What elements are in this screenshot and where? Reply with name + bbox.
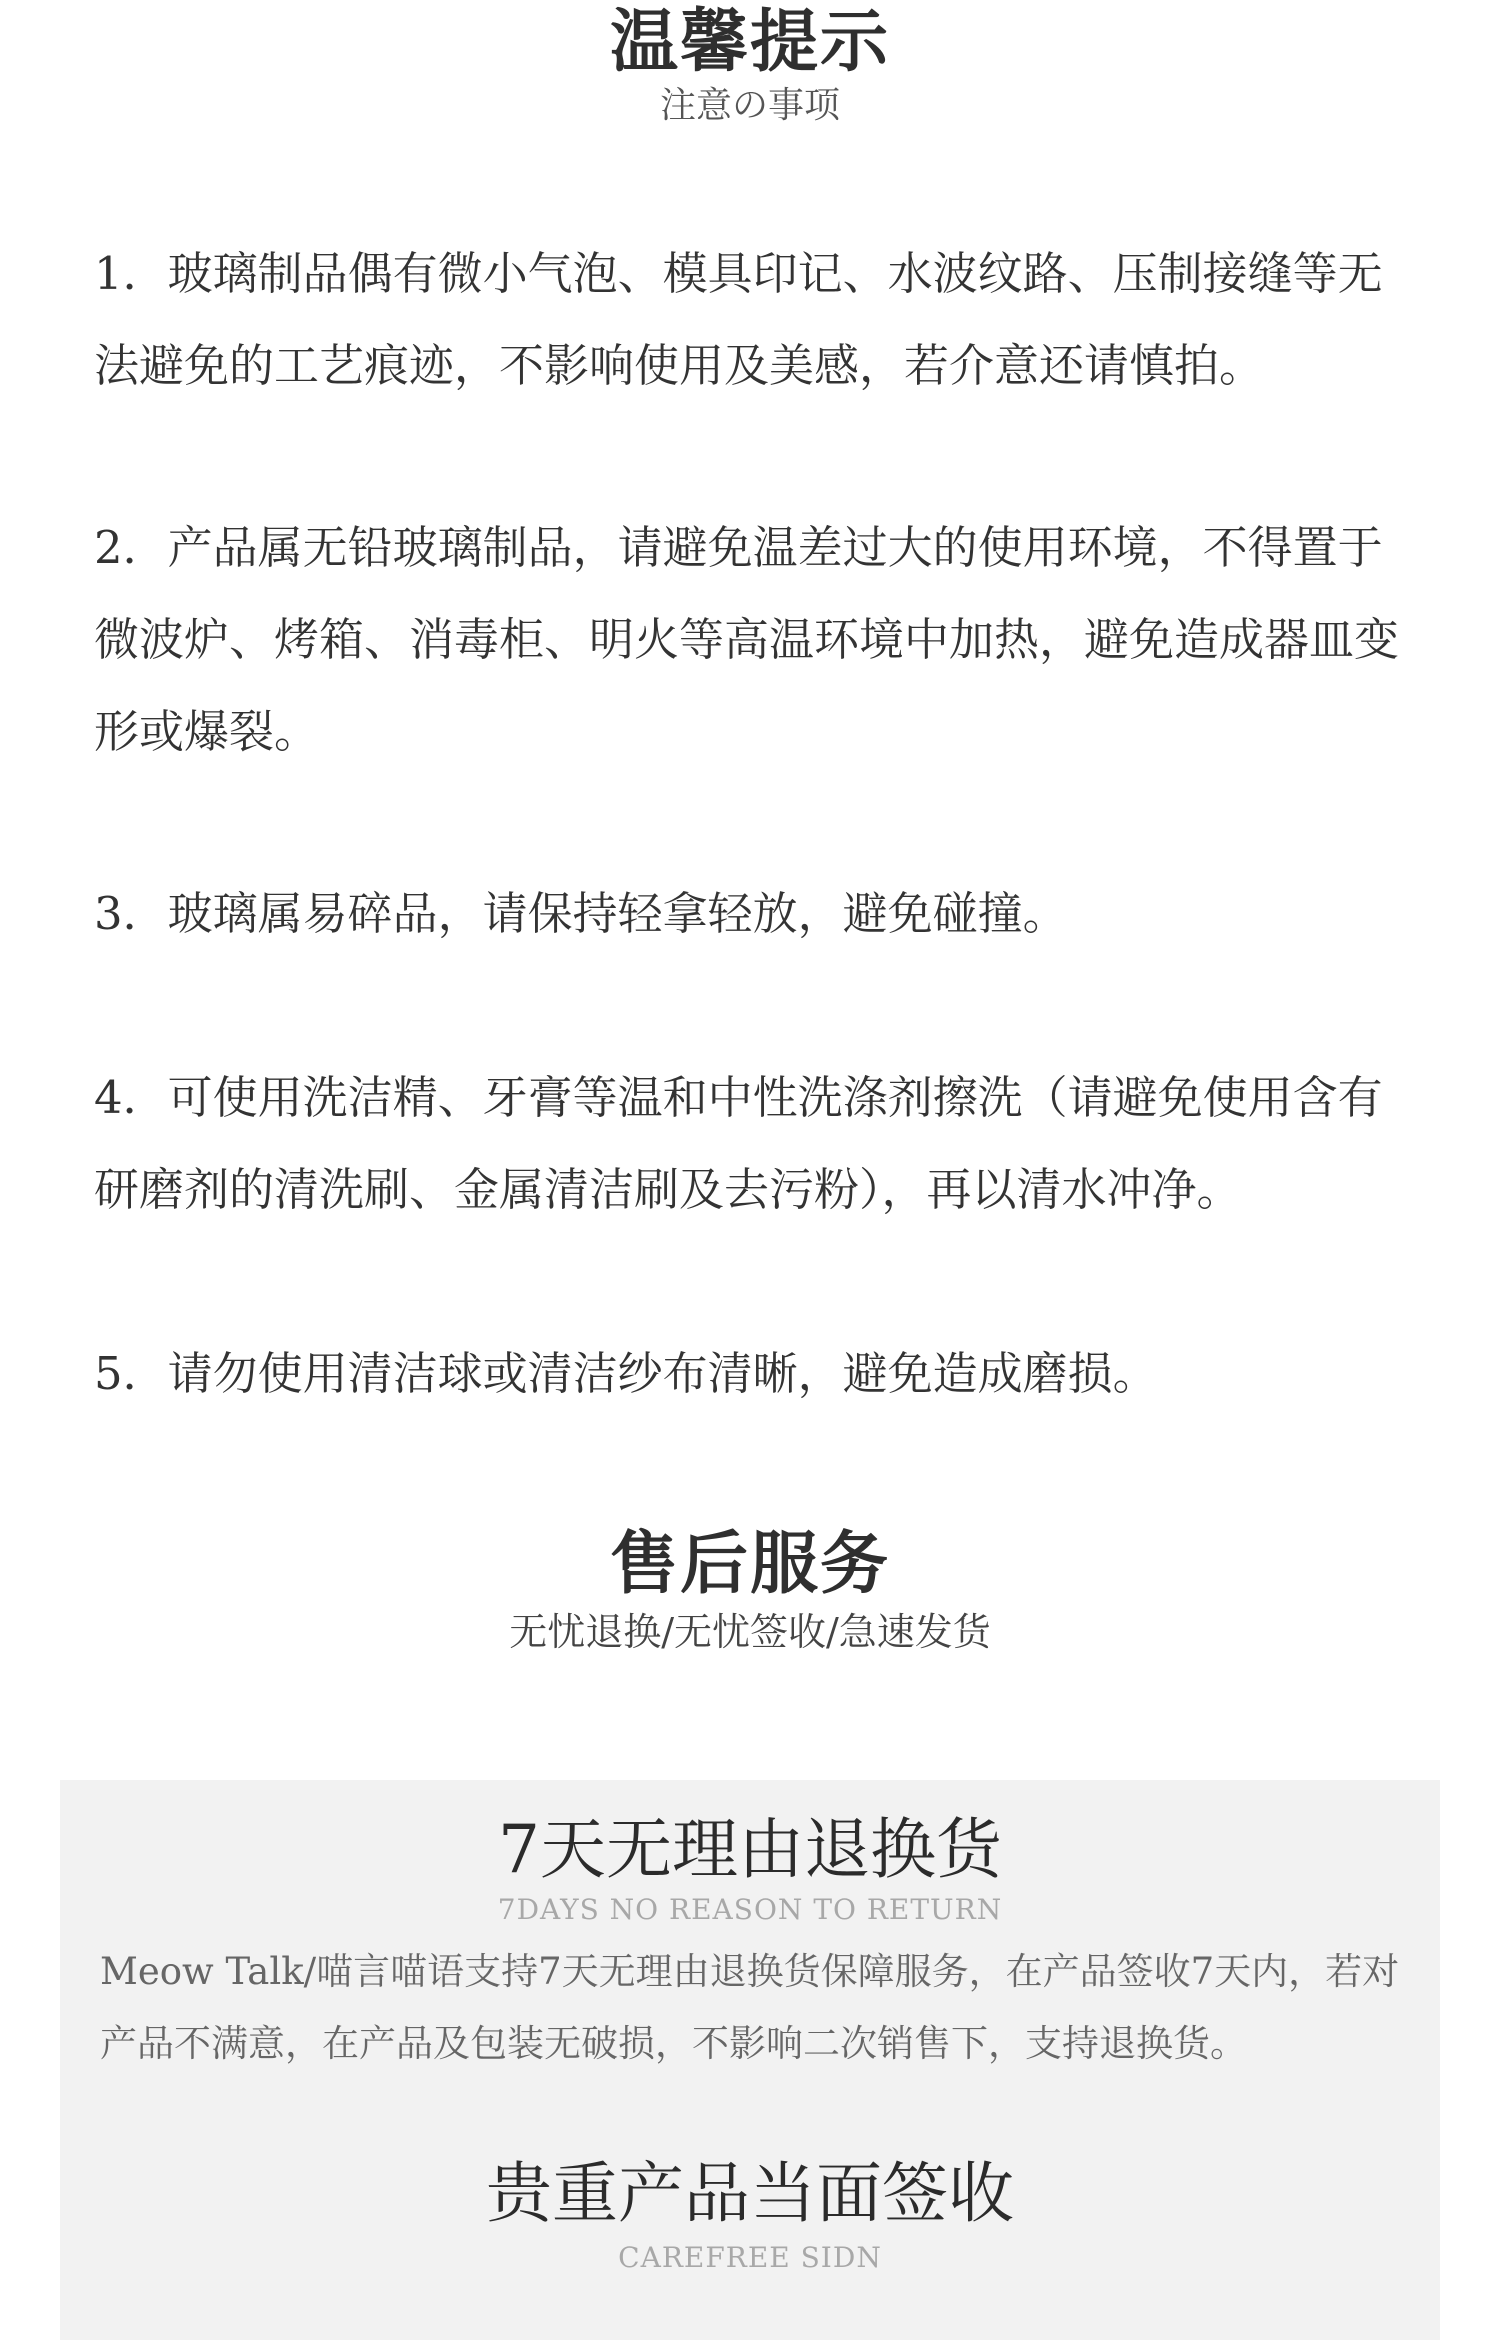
service-panel	[60, 1780, 1440, 2340]
sign-policy-heading: 贵重产品当面签收	[486, 2155, 1014, 2232]
notice-item-2: 2．产品属无铅玻璃制品，请避免温差过大的使用环境，不得置于微波炉、烤箱、消毒柜、明火等高温环境中加热，避免造成器皿变形或爆裂。	[94, 521, 1400, 758]
notice-subtitle: 注意の事项	[659, 85, 840, 126]
notice-item-5: 5．请勿使用清洁球或清洁纱布清晰，避免造成磨损。	[94, 1347, 1158, 1400]
sign-policy-english: CAREFREE SIDN	[618, 2241, 882, 2274]
service-title: 售后服务	[609, 1524, 890, 1604]
service-subtitle: 无忧退换/无忧签收/急速发货	[509, 1610, 991, 1654]
notice-item-1: 1．玻璃制品偶有微小气泡、模具印记、水波纹路、压制接缝等无法避免的工艺痕迹，不影响使用及美感，若介意还请慎拍。	[94, 247, 1383, 392]
notice-title: 温馨提示	[609, 2, 890, 82]
return-policy-heading: 7天无理由退换货	[498, 1811, 1002, 1888]
return-policy-english: 7DAYS NO REASON TO RETURN	[497, 1893, 1003, 1926]
notice-item-3: 3．玻璃属易碎品，请保持轻拿轻放，避免碰撞。	[94, 887, 1068, 940]
notice-item-4: 4．可使用洗洁精、牙膏等温和中性洗涤剂擦洗（请避免使用含有研磨剂的清洗刷、金属清洁刷及去污粉），再以清水冲净。	[94, 1071, 1383, 1216]
return-policy-text: Meow Talk/喵言喵语支持7天无理由退换货保障服务，在产品签收7天内，若对产品不满意，在产品及包装无破损，不影响二次销售下，支持退换货。	[100, 1950, 1400, 2065]
